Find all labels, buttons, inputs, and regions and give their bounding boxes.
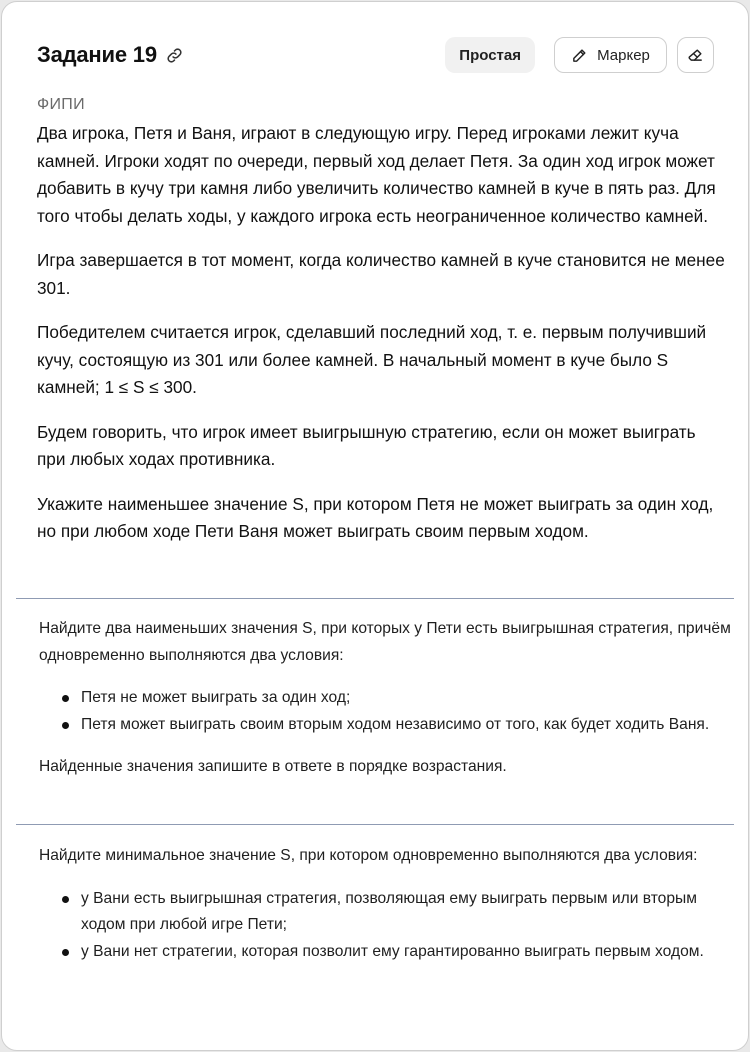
task-header	[37, 36, 714, 74]
subtask-3	[39, 843, 731, 981]
section-divider	[16, 824, 734, 825]
list-item: у Вани есть выигрышная стратегия, позволяющая ему выиграть первым или вторым ходом при любой игре Пети;	[39, 886, 731, 939]
marker-button[interactable]	[554, 37, 667, 73]
task-title: Задание 19	[37, 42, 157, 67]
subtask-intro: Найдите минимальное значение S, при котором одновременно выполняются два условия:	[39, 847, 698, 864]
task-paragraph: Два игрока, Петя и Ваня, играют в следующую игру. Перед игроками лежит куча камней. Игроки ходят по очереди, первый ход делает Петя. За один ход игрок может добавить в кучу три камня либо увеличить количество камней в куче в пять раз. Для того чтобы делать ходы, у каждого игрока есть неограниченное количество камней.	[37, 123, 716, 226]
task-source: ФИПИ	[37, 96, 85, 113]
subtask-conditions	[39, 685, 731, 738]
task-paragraph: Укажите наименьшее значение S, при котором Петя не может выиграть за один ход, но при любом ходе Пети Ваня может выиграть своим первым ходом.	[37, 493, 714, 541]
section-divider	[16, 598, 734, 599]
task-paragraph: Игра завершается в тот момент, когда количество камней в куче становится не менее 301.	[37, 250, 725, 298]
subtask-2	[39, 616, 731, 797]
list-item: Петя может выиграть своим вторым ходом независимо от того, как будет ходить Ваня.	[39, 712, 731, 739]
task-card	[1, 1, 749, 1051]
marker-button-label: Маркер	[597, 46, 650, 64]
task-paragraph: Будем говорить, что игрок имеет выигрышную стратегию, если он может выиграть при любых ходах противника.	[37, 421, 696, 469]
list-item: у Вани нет стратегии, которая позволит ему гарантированно выиграть первым ходом.	[39, 939, 731, 966]
eraser-icon	[687, 47, 704, 64]
subtask-conditions	[39, 886, 731, 966]
eraser-button[interactable]	[677, 37, 714, 73]
task-statement	[37, 120, 727, 563]
header-actions	[445, 37, 714, 73]
difficulty-badge: Простая	[445, 37, 535, 73]
task-paragraph: Победителем считается игрок, сделавший последний ход, т. е. первым получивший кучу, состоящую из 301 или более камней. В начальный момент в куче было S камней; 1 ≤ S ≤ 300.	[37, 322, 707, 397]
link-icon[interactable]	[166, 46, 184, 64]
pencil-icon	[571, 47, 588, 64]
list-item: Петя не может выиграть за один ход;	[39, 685, 731, 712]
subtask-intro: Найдите два наименьших значения S, при которых у Пети есть выигрышная стратегия, причём одновременно выполняются два условия:	[39, 620, 731, 664]
subtask-outro: Найденные значения запишите в ответе в порядке возрастания.	[39, 758, 507, 775]
